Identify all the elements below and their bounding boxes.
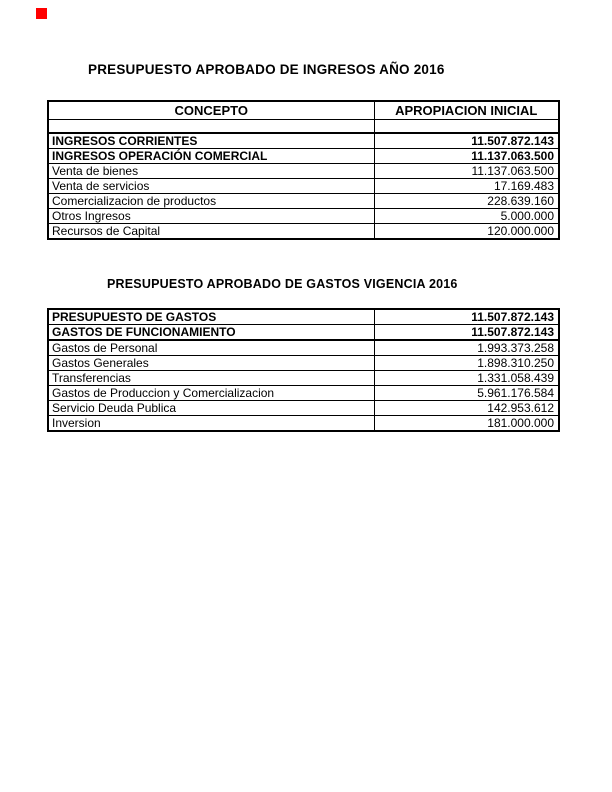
concepto-cell: INGRESOS CORRIENTES bbox=[48, 133, 374, 149]
valor-cell: 5.961.176.584 bbox=[374, 386, 559, 401]
concepto-cell: Gastos Generales bbox=[48, 356, 374, 371]
concepto-cell: Inversion bbox=[48, 416, 374, 432]
table-row bbox=[48, 209, 559, 224]
concepto-cell: GASTOS DE FUNCIONAMIENTO bbox=[48, 325, 374, 341]
concepto-cell: Gastos de Produccion y Comercializacion bbox=[48, 386, 374, 401]
concepto-cell: Venta de bienes bbox=[48, 164, 374, 179]
expenses-title: PRESUPUESTO APROBADO DE GASTOS VIGENCIA 2016 bbox=[107, 277, 458, 291]
concepto-cell: Servicio Deuda Publica bbox=[48, 401, 374, 416]
table-row bbox=[48, 401, 559, 416]
apropiacion-column-header: APROPIACION INICIAL bbox=[374, 101, 559, 119]
valor-cell: 228.639.160 bbox=[374, 194, 559, 209]
concepto-cell: Gastos de Personal bbox=[48, 340, 374, 356]
table-row bbox=[48, 356, 559, 371]
valor-cell: 120.000.000 bbox=[374, 224, 559, 240]
table-row bbox=[48, 149, 559, 164]
concepto-cell: Comercializacion de productos bbox=[48, 194, 374, 209]
concepto-cell: Recursos de Capital bbox=[48, 224, 374, 240]
table-row bbox=[48, 325, 559, 341]
table-row bbox=[48, 386, 559, 401]
table-row bbox=[48, 164, 559, 179]
valor-cell: 142.953.612 bbox=[374, 401, 559, 416]
income-table bbox=[47, 100, 560, 240]
concepto-column-header: CONCEPTO bbox=[48, 101, 374, 119]
table-row bbox=[48, 371, 559, 386]
valor-cell: 5.000.000 bbox=[374, 209, 559, 224]
concepto-cell: Transferencias bbox=[48, 371, 374, 386]
table-row bbox=[48, 194, 559, 209]
valor-cell: 1.898.310.250 bbox=[374, 356, 559, 371]
table-row bbox=[48, 340, 559, 356]
annotation-marker bbox=[36, 8, 47, 19]
table-row-empty bbox=[48, 119, 559, 133]
valor-cell: 1.993.373.258 bbox=[374, 340, 559, 356]
concepto-cell: Venta de servicios bbox=[48, 179, 374, 194]
income-header-row bbox=[48, 101, 559, 119]
valor-cell: 11.507.872.143 bbox=[374, 309, 559, 325]
concepto-cell: Otros Ingresos bbox=[48, 209, 374, 224]
table-row bbox=[48, 179, 559, 194]
table-row bbox=[48, 309, 559, 325]
valor-cell: 11.137.063.500 bbox=[374, 164, 559, 179]
concepto-cell: PRESUPUESTO DE GASTOS bbox=[48, 309, 374, 325]
income-title: PRESUPUESTO APROBADO DE INGRESOS AÑO 2016 bbox=[88, 62, 445, 77]
expenses-table bbox=[47, 308, 560, 432]
table-row bbox=[48, 133, 559, 149]
valor-cell: 11.507.872.143 bbox=[374, 325, 559, 341]
concepto-cell: INGRESOS OPERACIÓN COMERCIAL bbox=[48, 149, 374, 164]
concepto-cell bbox=[48, 119, 374, 133]
valor-cell: 181.000.000 bbox=[374, 416, 559, 432]
table-row bbox=[48, 224, 559, 240]
valor-cell bbox=[374, 119, 559, 133]
valor-cell: 11.507.872.143 bbox=[374, 133, 559, 149]
valor-cell: 17.169.483 bbox=[374, 179, 559, 194]
valor-cell: 11.137.063.500 bbox=[374, 149, 559, 164]
table-row bbox=[48, 416, 559, 432]
valor-cell: 1.331.058.439 bbox=[374, 371, 559, 386]
